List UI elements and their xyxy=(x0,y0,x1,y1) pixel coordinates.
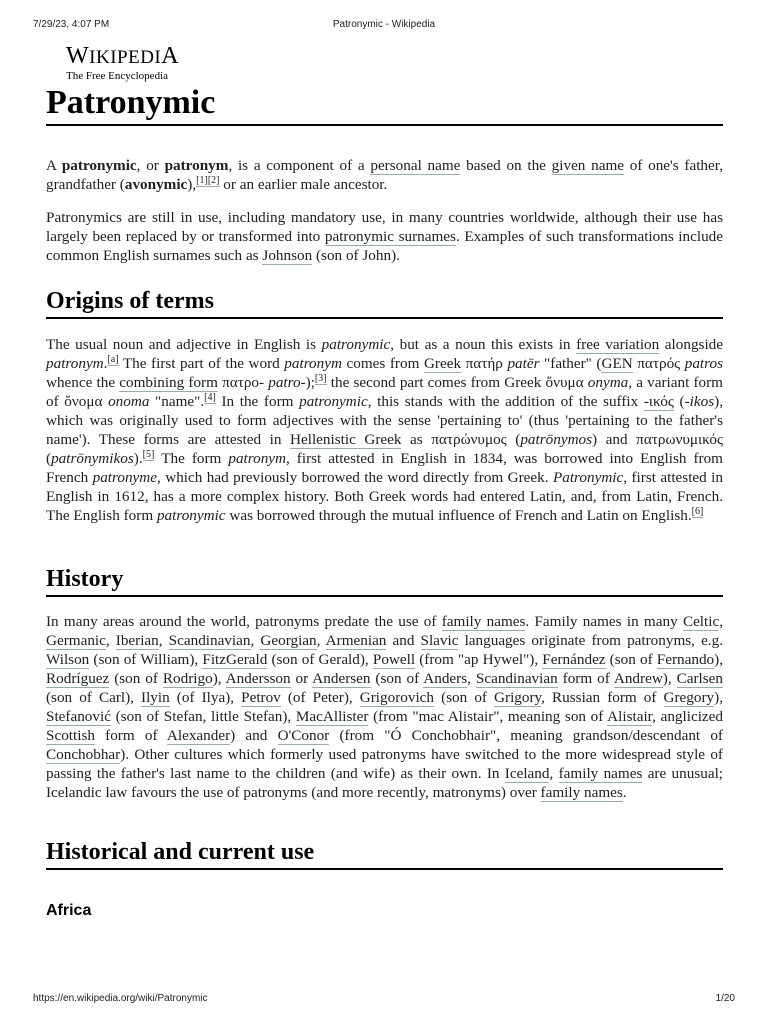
wiki-link[interactable]: Germanic xyxy=(46,632,106,649)
wiki-link[interactable]: Scottish xyxy=(46,727,95,744)
wiki-link[interactable]: Andrew xyxy=(613,670,663,687)
wiki-link[interactable]: family names xyxy=(441,613,526,630)
history-paragraph: In many areas around the world, patronyms predate the use of family names. Family names in many Celtic, Germanic, Iberian, Scandinavian, Georgian, Armenian and Slavic languages originate from patronyms, e.g. Wilson (son of William), FitzGerald (son of Gerald), Powell (from "ap Hywel"), Fernández (son of Fernando), Rodríguez (son of Rodrigo), Andersson or Andersen (son of Anders, Scandinavian form of Andrew), Carlsen (son of Carl), Ilyin (of Ilya), Petrov (of Peter), Grigorovich (son of Grigory, Russian form of Gregory), Stefanović (son of Stefan, little Stefan), MacAllister (from "mac Alistair", meaning son of Alistair, anglicized Scottish form of Alexander) and O'Conor (from "Ó Conchobhair", meaning grandson/descendant of Conchobhar). Other cultures which formerly used patronyms have switched to the more widespread style of passing the father's last name to the children (and wife) as their own. In Iceland, family names are unusual; Icelandic law favours the use of patronyms (and more recently, matronyms) over family names. xyxy=(46,613,724,801)
subsection-heading-africa: Africa xyxy=(46,902,92,919)
wiki-link[interactable]: Conchobhar xyxy=(46,746,121,763)
page-title: Patronymic xyxy=(46,84,216,121)
wiki-link[interactable]: GEN xyxy=(601,355,633,372)
wiki-link[interactable]: Alexander xyxy=(166,727,231,744)
wiki-link[interactable]: family names xyxy=(558,765,643,782)
wiki-link[interactable]: Rodrigo xyxy=(162,670,213,687)
wiki-link[interactable]: Grigorovich xyxy=(359,689,435,706)
print-url: https://en.wikipedia.org/wiki/Patronymic xyxy=(33,993,208,1004)
wiki-link[interactable]: O'Conor xyxy=(277,727,330,744)
print-datetime: 7/29/23, 4:07 PM xyxy=(33,19,110,30)
wiki-link[interactable]: Ilyin xyxy=(141,689,170,706)
citation-link[interactable]: [6] xyxy=(691,505,704,517)
wiki-link[interactable]: Alistair xyxy=(607,708,653,725)
wiki-link[interactable]: personal name xyxy=(370,157,461,174)
wiki-link[interactable]: Iceland xyxy=(504,765,550,782)
section-divider xyxy=(46,595,723,597)
intro-paragraph-1: A patronymic, or patronym, is a component of a personal name based on the given name of one's father, grandfather (avonymic),[1][2] or an earlier male ancestor. xyxy=(46,157,724,193)
wiki-link[interactable]: Armenian xyxy=(325,632,387,649)
section-heading-current-use: Historical and current use xyxy=(46,839,315,865)
citation-link[interactable]: [3] xyxy=(314,372,327,384)
wiki-link[interactable]: family names xyxy=(540,784,623,801)
wikipedia-logo[interactable] xyxy=(66,44,179,82)
wiki-link[interactable]: Stefanović xyxy=(46,708,111,725)
wiki-link[interactable]: free variation xyxy=(576,336,660,353)
wiki-link[interactable]: Grigory xyxy=(494,689,542,706)
wiki-link[interactable]: Scandinavian xyxy=(475,670,558,687)
wiki-link[interactable]: Fernando xyxy=(656,651,715,668)
citation-link[interactable]: [1] xyxy=(196,174,208,186)
wiki-link[interactable]: Gregory xyxy=(663,689,715,706)
origins-paragraph: The usual noun and adjective in English is patronymic, but as a noun this exists in free variation alongside patronym.[a] The first part of the word patronym comes from Greek πατήρ patēr "father" (GEN πατρός patros whence the combining form πατρο- patro-);[3] the second part comes from Greek ὄνυμα onyma, a variant form of ὄνομα onoma "name".[4] In the form patronymic, this stands with the addition of the suffix -ικός (-ikos), which was originally used to form adjectives with the sense 'pertaining to' (thus 'pertaining to the father's name'). These forms are attested in Hellenistic Greek as πατρώνυμος (patrōnymos) and πατρωνυμικός (patrōnymikos).[5] The form patronym, first attested in English in 1834, was borrowed into English from French patronyme, which had previously borrowed the word directly from Greek. Patronymic, first attested in English in 1612, has a more complex history. Both Greek words had entered Latin, and, from Latin, French. The English form patronymic was borrowed through the mutual influence of French and Latin on English.[6] xyxy=(46,336,724,524)
section-divider xyxy=(46,868,723,870)
intro-paragraph-2: Patronymics are still in use, including mandatory use, in many countries worldwide, although their use has largely been replaced by or transformed into patronymic surnames. Examples of such transformations include common English surnames such as Johnson (son of John). xyxy=(46,209,724,264)
wiki-link[interactable]: Johnson xyxy=(262,247,313,264)
wiki-link[interactable]: Slavic xyxy=(420,632,459,649)
citation-link[interactable]: [a] xyxy=(107,353,119,365)
wiki-link[interactable]: Celtic xyxy=(682,613,720,630)
print-doc-title: Patronymic - Wikipedia xyxy=(332,19,436,30)
wiki-link[interactable]: Iberian xyxy=(115,632,159,649)
wiki-link[interactable]: Fernández xyxy=(542,651,606,668)
title-divider xyxy=(46,124,723,126)
wiki-link[interactable]: patronymic surnames xyxy=(324,228,456,245)
citation-link[interactable]: [4] xyxy=(204,391,216,403)
wiki-link[interactable]: Rodríguez xyxy=(46,670,110,687)
citation-link[interactable]: [2] xyxy=(207,174,220,186)
wiki-link[interactable]: Anders xyxy=(423,670,468,687)
wiki-link[interactable]: Wilson xyxy=(46,651,90,668)
wiki-link[interactable]: FitzGerald xyxy=(202,651,268,668)
section-heading-history: History xyxy=(46,566,124,592)
wiki-link[interactable]: MacAllister xyxy=(295,708,369,725)
section-heading-origins: Origins of terms xyxy=(46,288,214,314)
section-divider xyxy=(46,317,723,319)
wiki-link[interactable]: Andersen xyxy=(312,670,371,687)
wiki-link[interactable]: Greek xyxy=(423,355,462,372)
wiki-link[interactable]: Hellenistic Greek xyxy=(290,431,402,448)
wiki-link[interactable]: -ικός xyxy=(643,393,674,410)
wiki-link[interactable]: Andersson xyxy=(225,670,291,687)
wiki-link[interactable]: Scandinavian xyxy=(168,632,251,649)
wiki-link[interactable]: given name xyxy=(551,157,625,174)
wikipedia-tagline: The Free Encyclopedia xyxy=(66,70,169,82)
wiki-link[interactable]: Petrov xyxy=(241,689,281,706)
citation-link[interactable]: [5] xyxy=(142,448,155,460)
wiki-link[interactable]: combining form xyxy=(119,374,218,391)
page-indicator: 1/20 xyxy=(715,993,735,1004)
wiki-link[interactable]: Georgian xyxy=(260,632,317,649)
wiki-link[interactable]: Powell xyxy=(372,651,416,668)
wikipedia-wordmark: WIKIPEDIA xyxy=(66,43,180,69)
wiki-link[interactable]: Carlsen xyxy=(676,670,723,687)
